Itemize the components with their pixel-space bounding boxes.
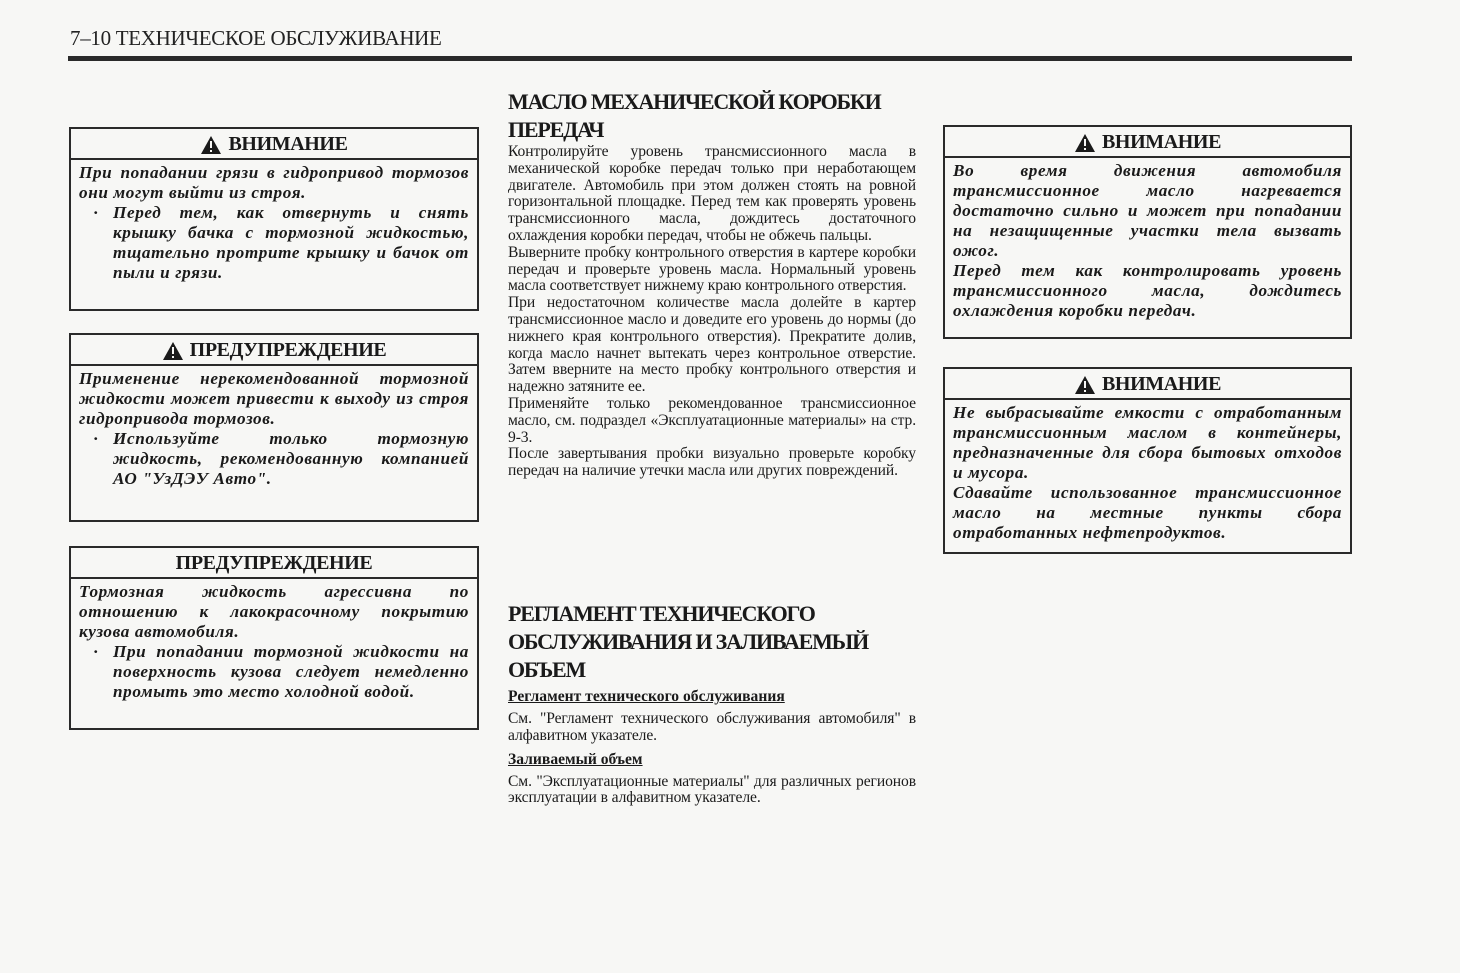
- warning-triangle-icon: [200, 135, 222, 155]
- box-text: Сдавайте использованное трансмиссионное масло на местные пункты сбора отработанных нефтепродуктов.: [953, 483, 1342, 542]
- box-text: Перед тем как контролировать уровень трансмиссионного масла, дождитесь охлаждения коробки передач.: [953, 261, 1342, 320]
- box-text: Во время движения автомобиля трансмиссионное масло нагревается достаточно сильно и может при попадании на незащищенные участки тела вызвать ожог.: [953, 161, 1342, 260]
- subheading-schedule: Регламент технического обслуживания: [508, 688, 785, 705]
- subheading-capacity: Заливаемый объем: [508, 750, 643, 768]
- box-title: ПРЕДУПРЕЖДЕНИЕ: [189, 339, 387, 361]
- section-heading-maintenance: РЕГЛАМЕНТ ТЕХНИЧЕСКОГО ОБСЛУЖИВАНИЯ И ЗАЛИВАЕМЫЙ ОБЪЕМ: [508, 601, 868, 682]
- warning-triangle-icon: [1074, 375, 1096, 395]
- maintenance-section: [508, 600, 916, 807]
- warning-box-attention: [69, 127, 479, 311]
- box-title: ВНИМАНИЕ: [228, 133, 348, 155]
- box-text: При попадании грязи в гидропривод тормозов они могут выйти из строя.: [79, 163, 469, 202]
- warning-box-caution-1: [69, 333, 479, 522]
- header-rule: [68, 56, 1352, 61]
- page-header-title: 7–10 ТЕХНИЧЕСКОЕ ОБСЛУЖИВАНИЕ: [70, 26, 442, 50]
- box-text: Не выбрасывайте емкости с отработанным трансмиссионным маслом в контейнеры, предназначенные для сбора бытовых отходов и мусора.: [953, 403, 1342, 482]
- box-title: ПРЕДУПРЕЖДЕНИЕ: [175, 552, 373, 574]
- section-heading-oil: МАСЛО МЕХАНИЧЕСКОЙ КОРОБКИ ПЕРЕДАЧ: [508, 89, 881, 142]
- bullet-item: · Используйте только тормозную жидкость, рекомендованную компанией АО "УзДЭУ Авто".: [92, 429, 469, 488]
- paragraph: См. "Регламент технического обслуживания автомобиля" в алфавитном указателе.: [508, 710, 916, 744]
- paragraph: После завертывания пробки визуально проверьте коробку передач на наличие утечки масла или других повреждений.: [508, 445, 916, 480]
- paragraph: При недостаточном количестве масла долейте в картер трансмиссионное масло и доведите его уровень до нормы (до нижнего края контрольного отверстия). Прекратите долив, когда масло начнет вытекать через контрольное отверстие. Затем вверните на место пробку контрольного отверстия и надежно затяните ее.: [508, 294, 916, 396]
- paragraph: См. "Эксплуатационные материалы" для различных регионов эксплуатации в алфавитном указателе.: [508, 772, 916, 807]
- box-text: Тормозная жидкость агрессивна по отношению к лакокрасочному покрытию кузова автомобиля.: [79, 582, 469, 641]
- paragraph: Выверните пробку контрольного отверстия в картере коробки передач и проверьте уровень масла. Нормальный уровень масла соответствует нижнему краю контрольного отверстия.: [508, 243, 916, 295]
- main-column: [508, 88, 916, 480]
- warning-triangle-icon: [162, 341, 184, 361]
- warning-triangle-icon: [1074, 133, 1096, 153]
- bullet-item: · Перед тем, как отвернуть и снять крышку бачка с тормозной жидкостью, тщательно протрите крышку и бачок от пыли и грязи.: [92, 203, 469, 282]
- box-title: ВНИМАНИЕ: [1101, 373, 1222, 395]
- bullet-item: · При попадании тормозной жидкости на поверхность кузова следует немедленно промыть это место холодной водой.: [92, 642, 469, 701]
- box-title: ВНИМАНИЕ: [1101, 131, 1222, 153]
- box-text: Применение нерекомендованной тормозной жидкости может привести к выходу из строя гидропривода тормозов.: [79, 369, 469, 428]
- warning-box-caution-2: [69, 546, 479, 730]
- paragraph: Применяйте только рекомендованное трансмиссионное масло, см. подраздел «Эксплуатационные материалы» на стр. 9-3.: [508, 394, 916, 446]
- warning-box-disposal: [943, 367, 1352, 554]
- warning-box-hot-oil: [943, 125, 1352, 339]
- paragraph: Контролируйте уровень трансмиссионного масла в механической коробке передач только при неработающем двигателе. Автомобиль при этом должен стоять на ровной горизонтальной площадке. Перед тем как проверять уровень трансмиссионного масла, дождитесь достаточного охлаждения коробки передач, чтобы не обжечь пальцы.: [508, 143, 916, 244]
